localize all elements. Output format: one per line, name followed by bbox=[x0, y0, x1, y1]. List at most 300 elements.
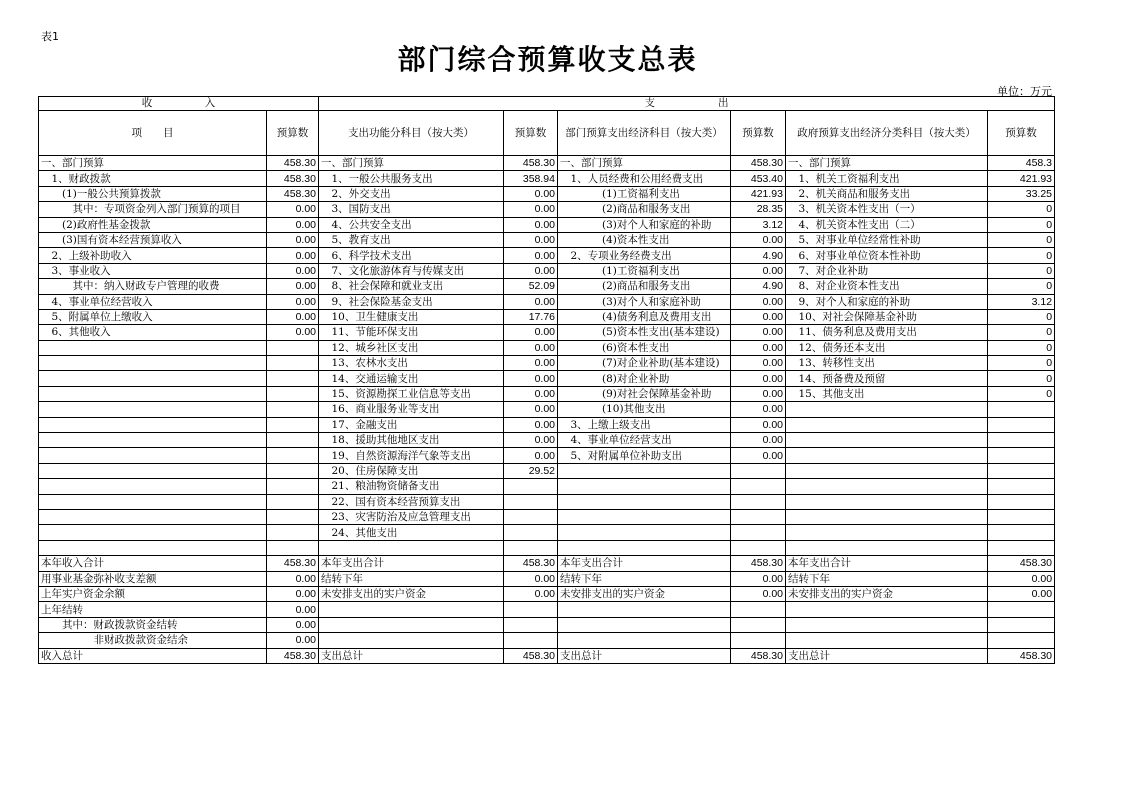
income-item-cell bbox=[39, 525, 267, 540]
gov-budget-cell bbox=[988, 402, 1055, 417]
col-header-gov-econ-category: 政府预算支出经济分类科目（按大类） bbox=[786, 111, 988, 156]
func-item-cell: 19、自然资源海洋气象等支出 bbox=[319, 448, 504, 463]
col-header-budget-gov: 预算数 bbox=[988, 111, 1055, 156]
gov-item-cell: 10、对社会保障基金补助 bbox=[786, 309, 988, 324]
func-item-cell: 6、科学技术支出 bbox=[319, 248, 504, 263]
table-row bbox=[39, 571, 1055, 586]
budget-summary-table bbox=[38, 96, 1055, 664]
dept-item-cell: 结转下年 bbox=[558, 571, 731, 586]
table-row bbox=[39, 540, 1055, 555]
func-item-cell: 11、节能环保支出 bbox=[319, 325, 504, 340]
gov-item-cell: 2、机关商品和服务支出 bbox=[786, 186, 988, 201]
gov-item-cell: 结转下年 bbox=[786, 571, 988, 586]
income-budget-cell: 458.30 bbox=[267, 648, 319, 663]
dept-item-cell: (3)对个人和家庭的补助 bbox=[558, 217, 731, 232]
income-item-cell bbox=[39, 448, 267, 463]
func-budget-cell: 0.00 bbox=[504, 294, 558, 309]
func-item-cell bbox=[319, 602, 504, 617]
func-item-cell: 7、文化旅游体育与传媒支出 bbox=[319, 263, 504, 278]
dept-item-cell: (1)工资福利支出 bbox=[558, 263, 731, 278]
dept-budget-cell: 458.30 bbox=[731, 648, 786, 663]
gov-budget-cell: 0 bbox=[988, 309, 1055, 324]
income-item-cell: 6、其他收入 bbox=[39, 325, 267, 340]
income-budget-cell bbox=[267, 479, 319, 494]
gov-item-cell: 12、债务还本支出 bbox=[786, 340, 988, 355]
gov-item-cell: 14、预备费及预留 bbox=[786, 371, 988, 386]
income-budget-cell: 0.00 bbox=[267, 617, 319, 632]
col-header-item: 项 目 bbox=[39, 111, 267, 156]
income-budget-cell bbox=[267, 386, 319, 401]
func-budget-cell: 0.00 bbox=[504, 325, 558, 340]
func-budget-cell: 0.00 bbox=[504, 386, 558, 401]
gov-budget-cell bbox=[988, 494, 1055, 509]
table-number: 表1 bbox=[41, 30, 59, 43]
func-budget-cell bbox=[504, 633, 558, 648]
income-budget-cell bbox=[267, 417, 319, 432]
func-budget-cell: 0.00 bbox=[504, 586, 558, 601]
func-item-cell: 20、住房保障支出 bbox=[319, 463, 504, 478]
func-budget-cell: 0.00 bbox=[504, 402, 558, 417]
func-item-cell: 结转下年 bbox=[319, 571, 504, 586]
func-budget-cell bbox=[504, 602, 558, 617]
dept-item-cell: (4)资本性支出 bbox=[558, 232, 731, 247]
dept-item-cell: 支出总计 bbox=[558, 648, 731, 663]
func-budget-cell bbox=[504, 540, 558, 555]
dept-item-cell bbox=[558, 494, 731, 509]
dept-item-cell: (7)对企业补助(基本建设) bbox=[558, 356, 731, 371]
income-budget-cell: 0.00 bbox=[267, 232, 319, 247]
income-budget-cell bbox=[267, 494, 319, 509]
income-item-cell bbox=[39, 371, 267, 386]
gov-budget-cell: 0 bbox=[988, 340, 1055, 355]
table-row bbox=[39, 386, 1055, 401]
dept-budget-cell bbox=[731, 525, 786, 540]
func-budget-cell: 0.00 bbox=[504, 263, 558, 278]
dept-item-cell: (8)对企业补助 bbox=[558, 371, 731, 386]
budget-table-body bbox=[39, 156, 1055, 664]
dept-item-cell: 2、专项业务经费支出 bbox=[558, 248, 731, 263]
table-row bbox=[39, 279, 1055, 294]
income-budget-cell: 458.30 bbox=[267, 186, 319, 201]
gov-item-cell: 3、机关资本性支出（一） bbox=[786, 202, 988, 217]
dept-budget-cell: 0.00 bbox=[731, 294, 786, 309]
income-item-cell: 非财政拨款资金结余 bbox=[39, 633, 267, 648]
func-item-cell: 23、灾害防治及应急管理支出 bbox=[319, 509, 504, 524]
income-item-cell bbox=[39, 386, 267, 401]
func-item-cell: 14、交通运输支出 bbox=[319, 371, 504, 386]
dept-budget-cell bbox=[731, 479, 786, 494]
income-budget-cell: 0.00 bbox=[267, 633, 319, 648]
gov-item-cell bbox=[786, 525, 988, 540]
col-header-dept-econ-category: 部门预算支出经济科目（按大类） bbox=[558, 111, 731, 156]
gov-item-cell bbox=[786, 433, 988, 448]
func-budget-cell: 0.00 bbox=[504, 248, 558, 263]
func-item-cell bbox=[319, 633, 504, 648]
gov-item-cell bbox=[786, 617, 988, 632]
func-item-cell: 17、金融支出 bbox=[319, 417, 504, 432]
income-budget-cell: 458.30 bbox=[267, 156, 319, 171]
gov-item-cell bbox=[786, 402, 988, 417]
gov-item-cell: 15、其他支出 bbox=[786, 386, 988, 401]
table-row bbox=[39, 402, 1055, 417]
dept-budget-cell: 4.90 bbox=[731, 248, 786, 263]
gov-budget-cell bbox=[988, 479, 1055, 494]
func-budget-cell: 0.00 bbox=[504, 217, 558, 232]
income-item-cell: (3)国有资本经营预算收入 bbox=[39, 232, 267, 247]
table-row bbox=[39, 186, 1055, 201]
income-item-cell bbox=[39, 463, 267, 478]
dept-item-cell: 4、事业单位经营支出 bbox=[558, 433, 731, 448]
gov-budget-cell bbox=[988, 525, 1055, 540]
dept-budget-cell: 453.40 bbox=[731, 171, 786, 186]
gov-item-cell: 一、部门预算 bbox=[786, 156, 988, 171]
func-item-cell bbox=[319, 617, 504, 632]
income-budget-cell bbox=[267, 433, 319, 448]
income-budget-cell: 0.00 bbox=[267, 263, 319, 278]
income-item-cell: 一、部门预算 bbox=[39, 156, 267, 171]
func-item-cell: 3、国防支出 bbox=[319, 202, 504, 217]
func-item-cell bbox=[319, 540, 504, 555]
gov-item-cell: 9、对个人和家庭的补助 bbox=[786, 294, 988, 309]
table-row bbox=[39, 602, 1055, 617]
gov-budget-cell: 0 bbox=[988, 248, 1055, 263]
gov-item-cell: 支出总计 bbox=[786, 648, 988, 663]
income-item-cell bbox=[39, 402, 267, 417]
gov-item-cell bbox=[786, 479, 988, 494]
income-item-cell bbox=[39, 494, 267, 509]
gov-item-cell bbox=[786, 417, 988, 432]
func-item-cell: 未安排支出的实户资金 bbox=[319, 586, 504, 601]
func-budget-cell: 458.30 bbox=[504, 156, 558, 171]
income-budget-cell: 0.00 bbox=[267, 294, 319, 309]
dept-item-cell bbox=[558, 540, 731, 555]
dept-budget-cell: 0.00 bbox=[731, 586, 786, 601]
income-budget-cell bbox=[267, 356, 319, 371]
dept-budget-cell: 0.00 bbox=[731, 371, 786, 386]
col-header-budget-func: 预算数 bbox=[504, 111, 558, 156]
table-row bbox=[39, 617, 1055, 632]
func-budget-cell bbox=[504, 617, 558, 632]
income-item-cell: 本年收入合计 bbox=[39, 556, 267, 571]
table-row bbox=[39, 248, 1055, 263]
func-item-cell: 21、粮油物资储备支出 bbox=[319, 479, 504, 494]
table-row bbox=[39, 294, 1055, 309]
col-header-budget-dept: 预算数 bbox=[731, 111, 786, 156]
gov-budget-cell: 0 bbox=[988, 371, 1055, 386]
func-budget-cell bbox=[504, 509, 558, 524]
gov-budget-cell bbox=[988, 433, 1055, 448]
gov-budget-cell: 0 bbox=[988, 232, 1055, 247]
income-budget-cell: 0.00 bbox=[267, 602, 319, 617]
gov-item-cell bbox=[786, 602, 988, 617]
col-header-budget-income: 预算数 bbox=[267, 111, 319, 156]
func-budget-cell: 52.09 bbox=[504, 279, 558, 294]
gov-budget-cell: 0 bbox=[988, 217, 1055, 232]
table-row bbox=[39, 463, 1055, 478]
table-row bbox=[39, 325, 1055, 340]
dept-budget-cell: 4.90 bbox=[731, 279, 786, 294]
func-budget-cell: 0.00 bbox=[504, 356, 558, 371]
income-item-cell bbox=[39, 433, 267, 448]
dept-budget-cell: 0.00 bbox=[731, 417, 786, 432]
income-budget-cell bbox=[267, 371, 319, 386]
dept-item-cell: (1)工资福利支出 bbox=[558, 186, 731, 201]
func-item-cell: 16、商业服务业等支出 bbox=[319, 402, 504, 417]
gov-budget-cell bbox=[988, 509, 1055, 524]
income-item-cell: 5、附属单位上缴收入 bbox=[39, 309, 267, 324]
func-budget-cell: 0.00 bbox=[504, 448, 558, 463]
dept-item-cell bbox=[558, 633, 731, 648]
func-budget-cell: 458.30 bbox=[504, 648, 558, 663]
dept-budget-cell bbox=[731, 633, 786, 648]
gov-budget-cell: 0 bbox=[988, 325, 1055, 340]
dept-budget-cell bbox=[731, 617, 786, 632]
income-budget-cell bbox=[267, 525, 319, 540]
dept-budget-cell: 0.00 bbox=[731, 386, 786, 401]
gov-item-cell: 4、机关资本性支出（二） bbox=[786, 217, 988, 232]
dept-item-cell: 未安排支出的实户资金 bbox=[558, 586, 731, 601]
income-item-cell bbox=[39, 509, 267, 524]
income-budget-cell: 458.30 bbox=[267, 556, 319, 571]
income-budget-cell: 0.00 bbox=[267, 202, 319, 217]
income-budget-cell: 0.00 bbox=[267, 248, 319, 263]
func-item-cell: 18、援助其他地区支出 bbox=[319, 433, 504, 448]
func-budget-cell: 0.00 bbox=[504, 340, 558, 355]
income-budget-cell bbox=[267, 509, 319, 524]
income-budget-cell: 0.00 bbox=[267, 586, 319, 601]
gov-item-cell: 5、对事业单位经常性补助 bbox=[786, 232, 988, 247]
income-item-cell: 收入总计 bbox=[39, 648, 267, 663]
dept-budget-cell bbox=[731, 509, 786, 524]
gov-budget-cell bbox=[988, 463, 1055, 478]
income-item-cell: 3、事业收入 bbox=[39, 263, 267, 278]
income-budget-cell: 0.00 bbox=[267, 309, 319, 324]
table-row bbox=[39, 309, 1055, 324]
gov-budget-cell: 458.30 bbox=[988, 556, 1055, 571]
income-item-cell bbox=[39, 479, 267, 494]
dept-budget-cell: 421.93 bbox=[731, 186, 786, 201]
income-item-cell bbox=[39, 540, 267, 555]
income-budget-cell bbox=[267, 340, 319, 355]
func-item-cell: 12、城乡社区支出 bbox=[319, 340, 504, 355]
col-header-func-category: 支出功能分科目（按大类） bbox=[319, 111, 504, 156]
func-budget-cell bbox=[504, 479, 558, 494]
gov-budget-cell: 33.25 bbox=[988, 186, 1055, 201]
income-item-cell: 4、事业单位经营收入 bbox=[39, 294, 267, 309]
dept-item-cell: (9)对社会保障基金补助 bbox=[558, 386, 731, 401]
gov-budget-cell: 458.30 bbox=[988, 648, 1055, 663]
table-row bbox=[39, 648, 1055, 663]
dept-item-cell bbox=[558, 463, 731, 478]
income-budget-cell: 0.00 bbox=[267, 217, 319, 232]
dept-item-cell: (2)商品和服务支出 bbox=[558, 202, 731, 217]
dept-item-cell: 1、人员经费和公用经费支出 bbox=[558, 171, 731, 186]
func-budget-cell: 0.00 bbox=[504, 202, 558, 217]
dept-budget-cell bbox=[731, 463, 786, 478]
table-row bbox=[39, 448, 1055, 463]
table-row bbox=[39, 217, 1055, 232]
func-item-cell: 24、其他支出 bbox=[319, 525, 504, 540]
gov-budget-cell: 458.3 bbox=[988, 156, 1055, 171]
func-budget-cell: 358.94 bbox=[504, 171, 558, 186]
dept-item-cell: (3)对个人和家庭补助 bbox=[558, 294, 731, 309]
gov-budget-cell bbox=[988, 602, 1055, 617]
func-budget-cell: 0.00 bbox=[504, 571, 558, 586]
dept-budget-cell bbox=[731, 602, 786, 617]
table-row bbox=[39, 156, 1055, 171]
income-budget-cell: 458.30 bbox=[267, 171, 319, 186]
func-budget-cell bbox=[504, 494, 558, 509]
dept-item-cell bbox=[558, 602, 731, 617]
gov-item-cell bbox=[786, 448, 988, 463]
gov-item-cell: 未安排支出的实户资金 bbox=[786, 586, 988, 601]
table-row bbox=[39, 232, 1055, 247]
gov-item-cell: 11、债务利息及费用支出 bbox=[786, 325, 988, 340]
gov-item-cell: 7、对企业补助 bbox=[786, 263, 988, 278]
gov-item-cell bbox=[786, 540, 988, 555]
func-budget-cell: 458.30 bbox=[504, 556, 558, 571]
gov-budget-cell bbox=[988, 617, 1055, 632]
income-item-cell: 用事业基金弥补收支差额 bbox=[39, 571, 267, 586]
gov-item-cell: 13、转移性支出 bbox=[786, 356, 988, 371]
func-budget-cell: 17.76 bbox=[504, 309, 558, 324]
gov-budget-cell bbox=[988, 448, 1055, 463]
dept-budget-cell bbox=[731, 494, 786, 509]
table-row bbox=[39, 371, 1055, 386]
income-budget-cell bbox=[267, 448, 319, 463]
func-item-cell: 本年支出合计 bbox=[319, 556, 504, 571]
dept-budget-cell bbox=[731, 540, 786, 555]
dept-item-cell bbox=[558, 479, 731, 494]
income-item-cell: 2、上级补助收入 bbox=[39, 248, 267, 263]
gov-budget-cell: 0 bbox=[988, 263, 1055, 278]
unit-label: 单位：万元 bbox=[997, 85, 1052, 98]
gov-budget-cell: 0 bbox=[988, 279, 1055, 294]
table-row bbox=[39, 433, 1055, 448]
gov-budget-cell: 0 bbox=[988, 356, 1055, 371]
table-row bbox=[39, 171, 1055, 186]
income-item-cell: 其中：专项资金列入部门预算的项目 bbox=[39, 202, 267, 217]
page-title: 部门综合预算收支总表 bbox=[397, 43, 698, 76]
gov-budget-cell bbox=[988, 633, 1055, 648]
gov-item-cell: 1、机关工资福利支出 bbox=[786, 171, 988, 186]
table-row bbox=[39, 586, 1055, 601]
income-budget-cell: 0.00 bbox=[267, 325, 319, 340]
income-section-header: 收 入 bbox=[39, 97, 319, 111]
income-budget-cell: 0.00 bbox=[267, 571, 319, 586]
dept-budget-cell: 0.00 bbox=[731, 571, 786, 586]
gov-item-cell bbox=[786, 633, 988, 648]
expense-section-header: 支 出 bbox=[319, 97, 1055, 111]
table-row bbox=[39, 340, 1055, 355]
dept-item-cell: (10)其他支出 bbox=[558, 402, 731, 417]
table-row bbox=[39, 494, 1055, 509]
table-row bbox=[39, 556, 1055, 571]
dept-budget-cell: 0.00 bbox=[731, 325, 786, 340]
gov-budget-cell: 3.12 bbox=[988, 294, 1055, 309]
income-item-cell: (2)政府性基金拨款 bbox=[39, 217, 267, 232]
func-budget-cell: 0.00 bbox=[504, 186, 558, 201]
gov-item-cell bbox=[786, 494, 988, 509]
dept-item-cell: (4)债务利息及费用支出 bbox=[558, 309, 731, 324]
dept-item-cell bbox=[558, 509, 731, 524]
dept-item-cell: 本年支出合计 bbox=[558, 556, 731, 571]
table-row bbox=[39, 479, 1055, 494]
gov-item-cell bbox=[786, 463, 988, 478]
dept-item-cell: (5)资本性支出(基本建设) bbox=[558, 325, 731, 340]
dept-budget-cell: 0.00 bbox=[731, 340, 786, 355]
func-item-cell: 4、公共安全支出 bbox=[319, 217, 504, 232]
dept-budget-cell: 0.00 bbox=[731, 232, 786, 247]
table-row bbox=[39, 202, 1055, 217]
gov-budget-cell: 0 bbox=[988, 202, 1055, 217]
gov-budget-cell: 421.93 bbox=[988, 171, 1055, 186]
dept-budget-cell: 28.35 bbox=[731, 202, 786, 217]
dept-item-cell: 3、上缴上级支出 bbox=[558, 417, 731, 432]
dept-budget-cell: 0.00 bbox=[731, 356, 786, 371]
func-item-cell: 10、卫生健康支出 bbox=[319, 309, 504, 324]
income-item-cell bbox=[39, 340, 267, 355]
func-item-cell: 22、国有资本经营预算支出 bbox=[319, 494, 504, 509]
income-item-cell: 上年结转 bbox=[39, 602, 267, 617]
func-budget-cell bbox=[504, 525, 558, 540]
gov-budget-cell bbox=[988, 540, 1055, 555]
func-item-cell: 15、资源勘探工业信息等支出 bbox=[319, 386, 504, 401]
func-item-cell: 支出总计 bbox=[319, 648, 504, 663]
income-item-cell: 其中：财政拨款资金结转 bbox=[39, 617, 267, 632]
section-header-row bbox=[39, 97, 1055, 111]
gov-budget-cell: 0.00 bbox=[988, 571, 1055, 586]
dept-budget-cell: 458.30 bbox=[731, 156, 786, 171]
gov-item-cell: 6、对事业单位资本性补助 bbox=[786, 248, 988, 263]
dept-budget-cell: 458.30 bbox=[731, 556, 786, 571]
dept-budget-cell: 0.00 bbox=[731, 433, 786, 448]
dept-budget-cell: 0.00 bbox=[731, 309, 786, 324]
income-item-cell: 上年实户资金余额 bbox=[39, 586, 267, 601]
func-item-cell: 9、社会保险基金支出 bbox=[319, 294, 504, 309]
income-item-cell: 1、财政拨款 bbox=[39, 171, 267, 186]
dept-item-cell bbox=[558, 617, 731, 632]
dept-item-cell: (6)资本性支出 bbox=[558, 340, 731, 355]
dept-item-cell: (2)商品和服务支出 bbox=[558, 279, 731, 294]
func-item-cell: 8、社会保障和就业支出 bbox=[319, 279, 504, 294]
income-item-cell: (1)一般公共预算拨款 bbox=[39, 186, 267, 201]
gov-item-cell: 8、对企业资本性支出 bbox=[786, 279, 988, 294]
func-item-cell: 13、农林水支出 bbox=[319, 356, 504, 371]
dept-budget-cell: 0.00 bbox=[731, 448, 786, 463]
income-item-cell bbox=[39, 417, 267, 432]
income-item-cell: 其中：纳入财政专户管理的收费 bbox=[39, 279, 267, 294]
table-row bbox=[39, 356, 1055, 371]
table-row bbox=[39, 633, 1055, 648]
income-budget-cell: 0.00 bbox=[267, 279, 319, 294]
table-row bbox=[39, 263, 1055, 278]
dept-item-cell: 5、对附属单位补助支出 bbox=[558, 448, 731, 463]
func-item-cell: 一、部门预算 bbox=[319, 156, 504, 171]
column-header-row bbox=[39, 111, 1055, 156]
func-item-cell: 1、一般公共服务支出 bbox=[319, 171, 504, 186]
func-item-cell: 2、外交支出 bbox=[319, 186, 504, 201]
income-budget-cell bbox=[267, 463, 319, 478]
dept-item-cell bbox=[558, 525, 731, 540]
func-budget-cell: 0.00 bbox=[504, 232, 558, 247]
dept-budget-cell: 3.12 bbox=[731, 217, 786, 232]
income-budget-cell bbox=[267, 402, 319, 417]
dept-budget-cell: 0.00 bbox=[731, 402, 786, 417]
gov-budget-cell: 0 bbox=[988, 386, 1055, 401]
table-row bbox=[39, 417, 1055, 432]
income-budget-cell bbox=[267, 540, 319, 555]
